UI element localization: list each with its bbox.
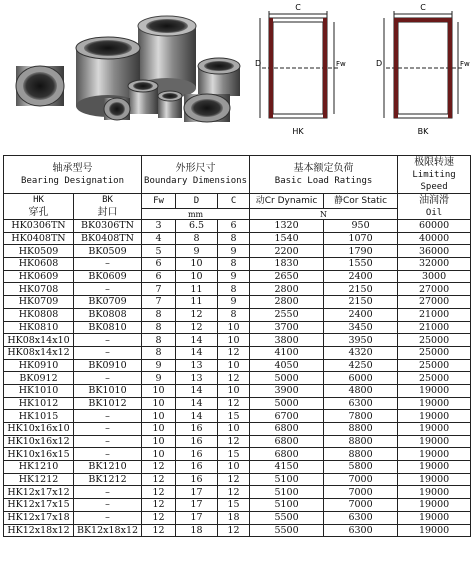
table-row xyxy=(4,499,471,512)
cell-hk: HK0609 xyxy=(4,270,74,283)
cell-bk: BK1010 xyxy=(74,384,142,397)
cell-bk: BK0609 xyxy=(74,270,142,283)
table-row xyxy=(4,486,471,499)
cell-cor: 2400 xyxy=(324,270,398,283)
cell-speed: 19000 xyxy=(398,435,471,448)
cell-fw: 10 xyxy=(142,423,176,436)
cell-c: 15 xyxy=(218,448,250,461)
subheader-cr: 动Cr Dynamic xyxy=(250,194,324,209)
cell-hk: HK0608 xyxy=(4,258,74,271)
cell-fw: 10 xyxy=(142,435,176,448)
cell-speed: 19000 xyxy=(398,423,471,436)
header-speed-en2: Speed xyxy=(420,182,448,192)
cell-fw: 6 xyxy=(142,258,176,271)
cell-fw: 10 xyxy=(142,410,176,423)
cell-hk: HK0708 xyxy=(4,283,74,296)
cell-cor: 6000 xyxy=(324,372,398,385)
table-row xyxy=(4,321,471,334)
cell-fw: 8 xyxy=(142,321,176,334)
cell-cor: 7000 xyxy=(324,486,398,499)
cell-speed: 19000 xyxy=(398,486,471,499)
cell-hk: HK12x17x18 xyxy=(4,511,74,524)
cell-cr: 4150 xyxy=(250,461,324,474)
cell-hk: HK12x18x12 xyxy=(4,524,74,537)
hk-caption: HK xyxy=(292,127,304,136)
cell-fw: 12 xyxy=(142,511,176,524)
cell-hk: HK1015 xyxy=(4,410,74,423)
bk-dim-d: D xyxy=(376,59,383,68)
cell-cor: 7000 xyxy=(324,473,398,486)
table-row xyxy=(4,359,471,372)
table-row xyxy=(4,473,471,486)
cell-cr: 6800 xyxy=(250,435,324,448)
cell-cor: 7000 xyxy=(324,499,398,512)
cell-bk: BK0808 xyxy=(74,308,142,321)
cell-fw: 5 xyxy=(142,245,176,258)
bearings-photo xyxy=(8,8,248,138)
cell-d: 16 xyxy=(176,448,218,461)
cell-fw: 8 xyxy=(142,334,176,347)
header-illustrations xyxy=(0,0,474,150)
cell-bk: BK0910 xyxy=(74,359,142,372)
table-row xyxy=(4,334,471,347)
header-load-cn: 基本额定负荷 xyxy=(293,163,354,174)
cell-cor: 8800 xyxy=(324,448,398,461)
cell-cor: 8800 xyxy=(324,423,398,436)
cell-c: 12 xyxy=(218,372,250,385)
header-designation xyxy=(4,156,142,194)
cell-hk: HK1010 xyxy=(4,384,74,397)
cell-fw: 6 xyxy=(142,270,176,283)
cell-hk: HK12x17x15 xyxy=(4,499,74,512)
cell-cr: 5000 xyxy=(250,372,324,385)
cell-hk: BK0912 xyxy=(4,372,74,385)
cell-bk: BK12x18x12 xyxy=(74,524,142,537)
cell-cr: 5100 xyxy=(250,486,324,499)
cell-bk: – xyxy=(74,334,142,347)
cell-speed: 19000 xyxy=(398,473,471,486)
cell-bk: BK0509 xyxy=(74,245,142,258)
table-row xyxy=(4,410,471,423)
header-load xyxy=(250,156,398,194)
cell-d: 6.5 xyxy=(176,220,218,233)
table-row xyxy=(4,448,471,461)
subheader-bk xyxy=(74,194,142,220)
cell-hk: HK0808 xyxy=(4,308,74,321)
cell-fw: 9 xyxy=(142,359,176,372)
cell-d: 16 xyxy=(176,423,218,436)
table-row xyxy=(4,397,471,410)
cell-d: 16 xyxy=(176,461,218,474)
cell-fw: 12 xyxy=(142,486,176,499)
cell-c: 10 xyxy=(218,423,250,436)
cell-cr: 5100 xyxy=(250,473,324,486)
cell-cr: 6800 xyxy=(250,423,324,436)
cell-hk: HK1210 xyxy=(4,461,74,474)
cell-cor: 8800 xyxy=(324,435,398,448)
table-row xyxy=(4,511,471,524)
subheader-bk-en: BK xyxy=(102,195,113,205)
table-row xyxy=(4,384,471,397)
cell-fw: 10 xyxy=(142,397,176,410)
cell-speed: 19000 xyxy=(398,461,471,474)
cell-d: 9 xyxy=(176,245,218,258)
cell-cr: 1320 xyxy=(250,220,324,233)
cell-speed: 27000 xyxy=(398,296,471,309)
cell-speed: 19000 xyxy=(398,448,471,461)
cell-bk: BK0709 xyxy=(74,296,142,309)
cell-speed: 21000 xyxy=(398,308,471,321)
cell-bk: BK1212 xyxy=(74,473,142,486)
cell-hk: HK0408TN xyxy=(4,232,74,245)
cell-c: 12 xyxy=(218,524,250,537)
cell-speed: 40000 xyxy=(398,232,471,245)
cell-hk: HK10x16x12 xyxy=(4,435,74,448)
cell-c: 12 xyxy=(218,486,250,499)
cell-bk: – xyxy=(74,423,142,436)
cell-c: 8 xyxy=(218,283,250,296)
cell-d: 17 xyxy=(176,499,218,512)
subheader-hk-en: HK xyxy=(33,195,44,205)
cell-cr: 3900 xyxy=(250,384,324,397)
cell-d: 11 xyxy=(176,296,218,309)
cell-fw: 7 xyxy=(142,296,176,309)
cell-bk: – xyxy=(74,499,142,512)
table-row xyxy=(4,461,471,474)
cell-hk: HK0910 xyxy=(4,359,74,372)
cell-c: 12 xyxy=(218,397,250,410)
cell-speed: 19000 xyxy=(398,499,471,512)
table-row xyxy=(4,423,471,436)
cell-d: 13 xyxy=(176,359,218,372)
cell-bk: – xyxy=(74,511,142,524)
cell-c: 6 xyxy=(218,220,250,233)
cell-c: 8 xyxy=(218,258,250,271)
cell-bk: BK0810 xyxy=(74,321,142,334)
header-boundary-cn: 外形尺寸 xyxy=(175,163,216,174)
cell-speed: 60000 xyxy=(398,220,471,233)
cell-speed: 25000 xyxy=(398,346,471,359)
table-row xyxy=(4,283,471,296)
cell-cor: 3450 xyxy=(324,321,398,334)
cell-c: 15 xyxy=(218,410,250,423)
cell-d: 11 xyxy=(176,283,218,296)
cell-cor: 1790 xyxy=(324,245,398,258)
cell-hk: HK10x16x10 xyxy=(4,423,74,436)
table-row xyxy=(4,296,471,309)
hk-dim-fw: Fw xyxy=(336,60,346,68)
cell-cr: 2200 xyxy=(250,245,324,258)
cell-bk: – xyxy=(74,448,142,461)
cell-c: 10 xyxy=(218,334,250,347)
table-row xyxy=(4,220,471,233)
cell-c: 18 xyxy=(218,511,250,524)
cell-bk: – xyxy=(74,258,142,271)
cell-fw: 4 xyxy=(142,232,176,245)
subheader-hk xyxy=(4,194,74,220)
header-load-en: Basic Load Ratings xyxy=(274,176,373,186)
cell-bk: BK0306TN xyxy=(74,220,142,233)
subheader-bk-cn: 封口 xyxy=(97,207,118,218)
cell-d: 16 xyxy=(176,435,218,448)
cell-c: 9 xyxy=(218,245,250,258)
cell-c: 12 xyxy=(218,346,250,359)
cell-d: 14 xyxy=(176,410,218,423)
cell-cr: 4050 xyxy=(250,359,324,372)
cell-cor: 950 xyxy=(324,220,398,233)
bk-dim-c: C xyxy=(420,3,426,12)
cell-fw: 12 xyxy=(142,473,176,486)
header-designation-en: Bearing Designation xyxy=(21,176,124,186)
cell-d: 12 xyxy=(176,308,218,321)
cell-cor: 4800 xyxy=(324,384,398,397)
table-row xyxy=(4,372,471,385)
cell-cr: 6700 xyxy=(250,410,324,423)
cell-d: 13 xyxy=(176,372,218,385)
subheader-d: D xyxy=(176,194,218,209)
cell-bk: – xyxy=(74,435,142,448)
cell-hk: HK0810 xyxy=(4,321,74,334)
cell-speed: 19000 xyxy=(398,524,471,537)
bk-caption: BK xyxy=(417,127,429,136)
cell-cor: 6300 xyxy=(324,524,398,537)
cell-d: 17 xyxy=(176,511,218,524)
cell-d: 12 xyxy=(176,321,218,334)
cell-cr: 3800 xyxy=(250,334,324,347)
cell-c: 10 xyxy=(218,384,250,397)
cell-cr: 4100 xyxy=(250,346,324,359)
cell-hk: HK0306TN xyxy=(4,220,74,233)
cell-cor: 1550 xyxy=(324,258,398,271)
cell-bk: – xyxy=(74,486,142,499)
cell-c: 12 xyxy=(218,473,250,486)
cell-cor: 2400 xyxy=(324,308,398,321)
header-boundary-en: Boundary Dimensions xyxy=(144,176,247,186)
cell-c: 9 xyxy=(218,296,250,309)
cell-hk: HK12x17x12 xyxy=(4,486,74,499)
cell-c: 8 xyxy=(218,308,250,321)
cell-cor: 5800 xyxy=(324,461,398,474)
cell-cr: 2650 xyxy=(250,270,324,283)
cell-cr: 5500 xyxy=(250,511,324,524)
cell-bk: – xyxy=(74,410,142,423)
header-speed-en1: Limiting xyxy=(412,170,456,180)
subheader-oil xyxy=(398,194,471,220)
header-speed xyxy=(398,156,471,194)
cell-d: 10 xyxy=(176,270,218,283)
cell-cr: 2550 xyxy=(250,308,324,321)
table-row xyxy=(4,435,471,448)
table-row xyxy=(4,245,471,258)
cell-c: 15 xyxy=(218,499,250,512)
cell-fw: 10 xyxy=(142,448,176,461)
cell-hk: HK10x16x15 xyxy=(4,448,74,461)
hk-dim-c: C xyxy=(295,3,301,12)
table-row xyxy=(4,258,471,271)
table-row xyxy=(4,346,471,359)
subheader-oil-cn: 油润滑 xyxy=(419,195,450,206)
cell-fw: 8 xyxy=(142,308,176,321)
hk-dim-d: D xyxy=(255,59,262,68)
bearing-spec-table xyxy=(3,155,471,537)
cell-cor: 4250 xyxy=(324,359,398,372)
bk-dim-fw: Fw xyxy=(460,60,470,68)
subheader-hk-cn: 穿孔 xyxy=(28,207,49,218)
cell-speed: 19000 xyxy=(398,384,471,397)
header-boundary xyxy=(142,156,250,194)
cell-fw: 8 xyxy=(142,346,176,359)
cell-c: 10 xyxy=(218,461,250,474)
cell-bk: BK0408TN xyxy=(74,232,142,245)
cell-speed: 19000 xyxy=(398,397,471,410)
cell-fw: 9 xyxy=(142,372,176,385)
cell-hk: HK0709 xyxy=(4,296,74,309)
header-speed-cn: 极限转速 xyxy=(414,157,455,168)
cell-d: 14 xyxy=(176,384,218,397)
cell-speed: 25000 xyxy=(398,334,471,347)
cell-d: 8 xyxy=(176,232,218,245)
cell-cr: 1830 xyxy=(250,258,324,271)
cell-d: 10 xyxy=(176,258,218,271)
cell-speed: 19000 xyxy=(398,511,471,524)
cell-hk: HK08x14x12 xyxy=(4,346,74,359)
cell-fw: 7 xyxy=(142,283,176,296)
subheader-cor: 静Cor Static xyxy=(324,194,398,209)
cell-cr: 5000 xyxy=(250,397,324,410)
header-designation-cn: 轴承型号 xyxy=(52,163,93,174)
unit-mm: mm xyxy=(142,209,250,220)
cell-bk: – xyxy=(74,346,142,359)
cell-d: 14 xyxy=(176,334,218,347)
cell-fw: 3 xyxy=(142,220,176,233)
cell-d: 14 xyxy=(176,397,218,410)
cell-hk: HK0509 xyxy=(4,245,74,258)
hk-diagram xyxy=(252,0,352,150)
cell-bk: BK1012 xyxy=(74,397,142,410)
cell-bk: – xyxy=(74,372,142,385)
cell-cor: 1070 xyxy=(324,232,398,245)
cell-cor: 3950 xyxy=(324,334,398,347)
cell-cr: 2800 xyxy=(250,283,324,296)
cell-fw: 12 xyxy=(142,461,176,474)
cell-cr: 2800 xyxy=(250,296,324,309)
cell-hk: HK1012 xyxy=(4,397,74,410)
cell-speed: 36000 xyxy=(398,245,471,258)
cell-speed: 27000 xyxy=(398,283,471,296)
cell-cr: 5500 xyxy=(250,524,324,537)
cell-speed: 32000 xyxy=(398,258,471,271)
cell-fw: 12 xyxy=(142,499,176,512)
cell-cr: 6800 xyxy=(250,448,324,461)
cell-speed: 19000 xyxy=(398,410,471,423)
subheader-fw: Fw xyxy=(142,194,176,209)
cell-speed: 25000 xyxy=(398,372,471,385)
cell-cr: 3700 xyxy=(250,321,324,334)
table-row xyxy=(4,308,471,321)
table-row xyxy=(4,232,471,245)
cell-hk: HK08x14x10 xyxy=(4,334,74,347)
subheader-c: C xyxy=(218,194,250,209)
cell-bk: – xyxy=(74,283,142,296)
cell-d: 18 xyxy=(176,524,218,537)
cell-c: 9 xyxy=(218,270,250,283)
cell-speed: 25000 xyxy=(398,359,471,372)
cell-bk: BK1210 xyxy=(74,461,142,474)
cell-cr: 1540 xyxy=(250,232,324,245)
cell-cor: 7800 xyxy=(324,410,398,423)
cell-c: 10 xyxy=(218,321,250,334)
cell-cor: 2150 xyxy=(324,296,398,309)
table-row xyxy=(4,270,471,283)
cell-d: 14 xyxy=(176,346,218,359)
cell-hk: HK1212 xyxy=(4,473,74,486)
cell-d: 17 xyxy=(176,486,218,499)
cell-c: 10 xyxy=(218,359,250,372)
cell-speed: 21000 xyxy=(398,321,471,334)
cell-c: 12 xyxy=(218,435,250,448)
subheader-oil-en: Oil xyxy=(425,208,443,218)
cell-c: 8 xyxy=(218,232,250,245)
cell-fw: 10 xyxy=(142,384,176,397)
table-row xyxy=(4,524,471,537)
cell-speed: 3000 xyxy=(398,270,471,283)
cell-cor: 6300 xyxy=(324,511,398,524)
cell-fw: 12 xyxy=(142,524,176,537)
cell-cr: 5100 xyxy=(250,499,324,512)
cell-cor: 2150 xyxy=(324,283,398,296)
cell-d: 16 xyxy=(176,473,218,486)
bk-diagram xyxy=(372,0,472,150)
cell-cor: 6300 xyxy=(324,397,398,410)
cell-cor: 4320 xyxy=(324,346,398,359)
unit-n: N xyxy=(250,209,398,220)
